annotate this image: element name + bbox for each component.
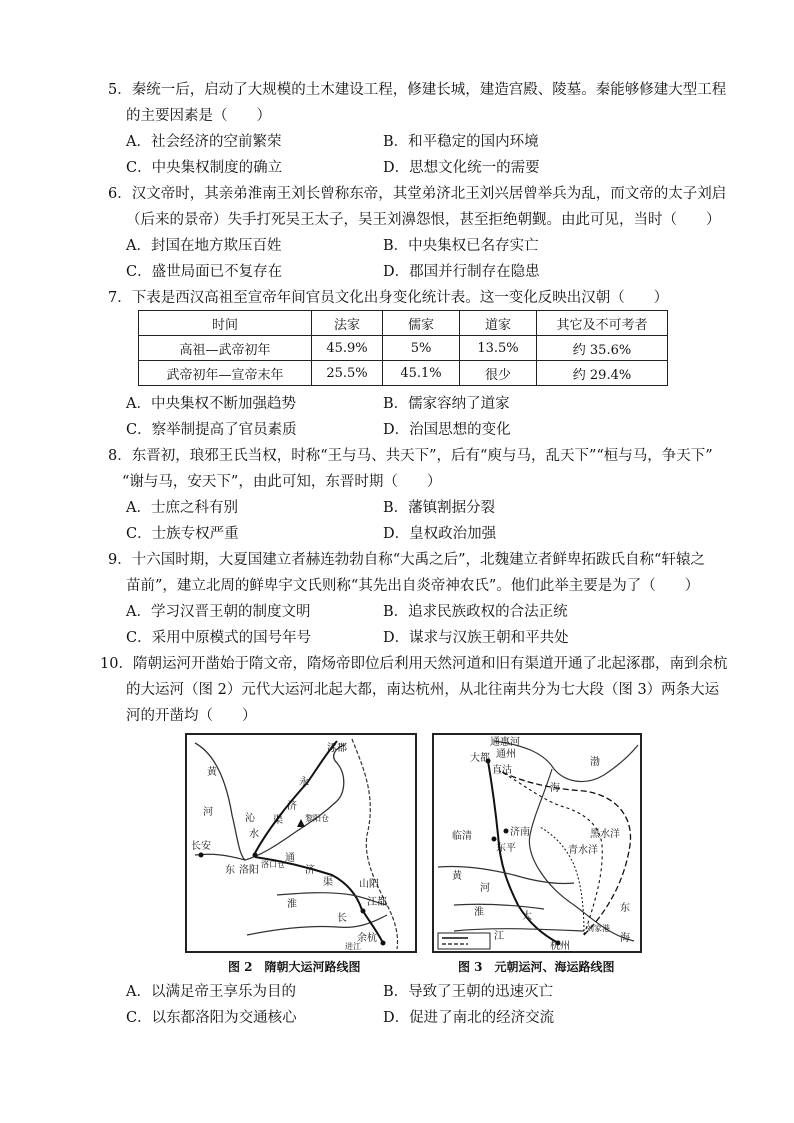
yuan-canal-map [432,733,642,953]
table-cell: 13.5% [460,336,537,361]
svg-text:渤: 渤 [590,757,600,768]
q10-stem-line1: 10．隋朝运河开凿始于隋文帝，隋炀帝即位后利用天然河道和旧有渠道开通了北起涿郡，南到余杭 [100,656,728,672]
q5-stem-line1: 5．秦统一后，启动了大规模的土木建设工程，修建长城，建造宫殿、陵墓。秦能够修建大型工程 [108,82,727,98]
svg-text:青水洋: 青水洋 [568,845,598,856]
q10-stem-line3: 河的开凿均（ ） [126,708,257,724]
svg-text:济: 济 [287,801,297,812]
svg-text:临清: 临清 [452,831,472,842]
svg-text:永: 永 [299,777,309,788]
svg-text:余杭: 余杭 [357,933,377,944]
svg-text:渠: 渠 [323,877,333,888]
table-cell: 25.5% [312,361,383,386]
q5-option-a: A．社会经济的空前繁荣 [126,134,282,150]
svg-text:渠: 渠 [273,815,283,826]
q9-option-c: C．采用中原模式的国号年号 [126,630,312,646]
q7-statistics-table [138,310,668,386]
figure-3-caption: 图 3 元朝运河、海运路线图 [458,960,615,974]
svg-text:东: 东 [225,865,235,876]
figure-2-caption: 图 2 隋朝大运河路线图 [228,960,361,974]
table-cell: 很少 [460,361,537,386]
svg-text:涿郡: 涿郡 [327,743,347,754]
q9-stem-line1: 9．十六国时期，大夏国建立者赫连勃勃自称“大禹之后”，北魏建立者鲜卑拓跋氏自称“轩辕之 [108,552,705,568]
table-row [139,361,668,386]
table-header-row [139,311,668,336]
sui-canal-map [185,733,417,953]
sui-canal-map-drawing [187,735,415,951]
svg-text:东: 东 [620,903,630,914]
q10-option-a: A．以满足帝王享乐为目的 [126,984,296,1000]
svg-text:河: 河 [203,807,213,818]
table-header-cell: 儒家 [383,311,460,336]
q5-option-c: C．中央集权制度的确立 [126,160,283,176]
svg-text:通州: 通州 [496,749,516,760]
q7-option-b: B．儒家容纳了道家 [383,396,510,412]
table-cell: 5% [383,336,460,361]
q6-option-b: B．中央集权已名存实亡 [383,238,539,254]
q9-option-a: A．学习汉晋王朝的制度文明 [126,604,311,620]
q10-option-c: C．以东都洛阳为交通核心 [126,1010,297,1026]
svg-text:大: 大 [522,911,532,922]
svg-text:济: 济 [305,865,315,876]
svg-text:淮: 淮 [474,907,484,918]
svg-text:水: 水 [249,829,259,840]
q6-stem-line1: 6．汉文帝时，其亲弟淮南王刘长曾称东帝，其堂弟济北王刘兴居曾举兵为乱，而文帝的太子刘启 [108,186,727,202]
q7-option-d: D．治国思想的变化 [383,422,511,438]
svg-text:海: 海 [620,933,630,944]
svg-text:杭州: 杭州 [550,941,570,951]
q8-stem-line2: “谢与马，安天下”，由此可知，东晋时期（ ） [122,474,442,490]
svg-text:洛阳: 洛阳 [239,865,259,876]
svg-text:直沽: 直沽 [492,765,512,776]
q9-option-b: B．追求民族政权的合法正统 [383,604,568,620]
q8-option-a: A．士庶之科有别 [126,500,238,516]
svg-text:江都: 江都 [367,897,387,908]
q6-option-d: D．郡国并行制存在隐患 [383,264,540,280]
q7-stem-line1: 7．下表是西汉高祖至宣帝年间官员文化出身变化统计表。这一变化反映出汉朝（ ） [108,290,669,306]
svg-text:山阳: 山阳 [359,879,379,890]
svg-text:黑水洋: 黑水洋 [590,829,620,840]
svg-text:黄: 黄 [452,871,462,882]
q8-option-d: D．皇权政治加强 [383,526,497,542]
q6-option-c: C．盛世局面已不复存在 [126,264,283,280]
q9-stem-line2: 苗前”，建立北周的鲜卑宇文氏则称“其先出自炎帝神农氏”。他们此举主要是为了（ ） [126,578,700,594]
q5-option-b: B．和平稳定的国内环境 [383,134,539,150]
q7-option-c: C．察举制提高了官员素质 [126,422,297,438]
table-header-cell: 时间 [139,311,312,336]
q10-option-b: B．导致了王朝的迅速灭亡 [383,984,554,1000]
q7-option-a: A．中央集权不断加强趋势 [126,396,296,412]
svg-text:洛口仓: 洛口仓 [261,860,285,869]
table-cell: 高祖—武帝初年 [139,336,312,361]
table-cell: 约 29.4% [537,361,668,386]
svg-text:济南: 济南 [510,827,530,838]
svg-text:河: 河 [480,883,490,894]
table-cell: 约 35.6% [537,336,668,361]
q9-option-d: D．谋求与汉族王朝和平共处 [383,630,569,646]
table-row [139,336,668,361]
svg-text:通惠河: 通惠河 [490,737,520,748]
q8-stem-line1: 8．东晋初，琅邪王氏当权，时称“王与马、共天下”，后有“庾与马，乱天下”“桓与马，争天下” [108,448,713,464]
q8-option-c: C．士族专权严重 [126,526,239,542]
q5-stem-line2: 的主要因素是（ ） [126,108,271,124]
svg-text:大都: 大都 [470,753,490,764]
table-header-cell: 法家 [312,311,383,336]
svg-text:进江: 进江 [345,942,361,951]
yuan-canal-map-drawing [434,735,640,951]
svg-text:淮: 淮 [287,899,297,910]
svg-text:长安: 长安 [191,841,211,852]
q10-stem-line2: 的大运河（图 2）元代大运河北起大都，南达杭州，从北往南共分为七大段（图 3）两条大运 [126,682,720,698]
q6-option-a: A．封国在地方欺压百姓 [126,238,282,254]
q10-option-d: D．促进了南北的经济交流 [383,1010,555,1026]
svg-text:黄: 黄 [207,767,217,778]
svg-text:通: 通 [285,853,295,864]
svg-text:东平: 东平 [496,843,516,854]
table-header-cell: 道家 [460,311,537,336]
table-cell: 45.9% [312,336,383,361]
svg-text:黎阳仓: 黎阳仓 [305,814,329,823]
q8-option-b: B．藩镇割据分裂 [383,500,496,516]
svg-text:沁: 沁 [245,813,255,824]
q6-stem-line2: （后来的景帝）失手打死吴王太子，吴王刘濞怨恨，甚至拒绝朝觐。由此可见，当时（ ） [126,212,721,228]
table-cell: 武帝初年—宣帝末年 [139,361,312,386]
q5-option-d: D．思想文化统一的需要 [383,160,540,176]
svg-text:江: 江 [494,931,504,942]
table-cell: 45.1% [383,361,460,386]
table-header-cell: 其它及不可考者 [537,311,668,336]
svg-text:长: 长 [337,913,347,924]
svg-text:海: 海 [550,783,560,794]
svg-text:刘家港: 刘家港 [586,924,610,933]
